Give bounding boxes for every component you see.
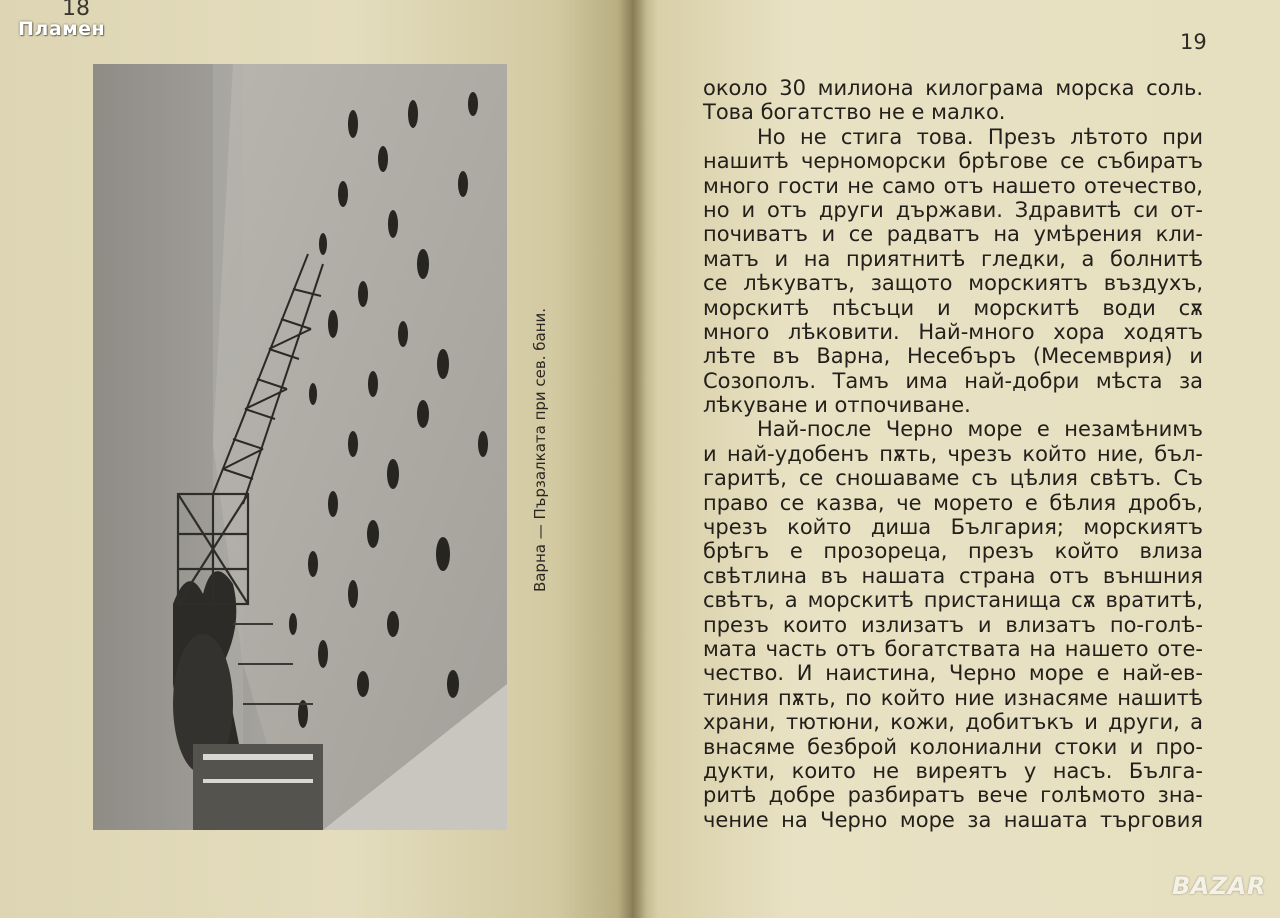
text-line: нашитѣ черноморски брѣгове се събиратъ bbox=[703, 149, 1203, 174]
text-line: чрезъ който диша България; морскиятъ bbox=[703, 515, 1203, 540]
text-line: но и отъ други държави. Здравитѣ си от- bbox=[703, 197, 1203, 222]
text-line: много лѣковити. Най-много хора ходятъ bbox=[703, 319, 1203, 344]
text-line: гаритѣ, се сношаваме съ цѣлия свѣтъ. Съ bbox=[703, 466, 1203, 491]
body-text bbox=[703, 76, 1203, 832]
right-page-number: 19 bbox=[1180, 30, 1207, 54]
text-line: тиния пѫть, по който ние изнасяме нашитѣ bbox=[703, 685, 1203, 710]
bazar-logo: BAZAR bbox=[1172, 872, 1266, 900]
seller-watermark: Пламен bbox=[18, 18, 106, 40]
book-gutter bbox=[618, 0, 646, 918]
text-line: внасяме безброй колониални стоки и про- bbox=[703, 734, 1203, 759]
text-line: чение на Черно море за нашата търговия bbox=[703, 807, 1203, 832]
text-line: презъ които излизатъ и влизатъ по-голѣ- bbox=[703, 612, 1203, 637]
text-line: чество. И наистина, Черно море е най-ев- bbox=[703, 661, 1203, 686]
text-line: морскитѣ пѣсъци и морскитѣ води сѫ bbox=[703, 295, 1203, 320]
text-line: и най-удобенъ пѫть, чрезъ който ние, бъл- bbox=[703, 441, 1203, 466]
text-line: лѣте въ Варна, Несебъръ (Месемврия) и bbox=[703, 344, 1203, 369]
text-line: около 30 милиона килограма морска соль. bbox=[703, 76, 1203, 100]
text-line: дукти, които не виреятъ у насъ. Бълга- bbox=[703, 758, 1203, 783]
text-line: лѣкуване и отпочиване. bbox=[703, 393, 971, 418]
text-line: матъ и на приятнитѣ гледки, а болнитѣ bbox=[703, 246, 1203, 271]
text-line: много гости не само отъ нашето отечество, bbox=[703, 173, 1203, 198]
text-line: Най-после Черно море е незамѣнимъ bbox=[757, 417, 1203, 442]
text-line: ритѣ добре разбиратъ вече голѣмото зна- bbox=[703, 783, 1203, 808]
text-line: Това богатство не е малко. bbox=[703, 100, 1006, 125]
left-page-number: 18 bbox=[62, 0, 90, 21]
text-line: право се казва, че морето е бѣлия дробъ, bbox=[703, 490, 1203, 515]
photo-caption: Варна — Пързалката при сев. бани. bbox=[531, 307, 549, 593]
text-line: свѣтъ, а морскитѣ пристанища сѫ вратитѣ, bbox=[703, 588, 1203, 613]
text-line: свѣтлина въ нашата страна отъ външния bbox=[703, 563, 1203, 588]
text-line: Созополъ. Тамъ има най-добри мѣста за bbox=[703, 368, 1203, 393]
text-line: храни, тютюни, кожи, добитъкъ и други, а bbox=[703, 710, 1203, 735]
beach-slide-photo bbox=[93, 64, 507, 830]
text-line: се лѣкуватъ, защото морскиятъ въздухъ, bbox=[703, 271, 1203, 296]
text-line: мата часть отъ богатствата на нашето оте- bbox=[703, 636, 1203, 661]
text-line: брѣгъ е прозореца, презъ който влиза bbox=[703, 539, 1203, 564]
text-line: почиватъ и се радватъ на умѣрения кли- bbox=[703, 222, 1203, 247]
text-line: Но не стига това. Презъ лѣтото при bbox=[757, 124, 1203, 149]
